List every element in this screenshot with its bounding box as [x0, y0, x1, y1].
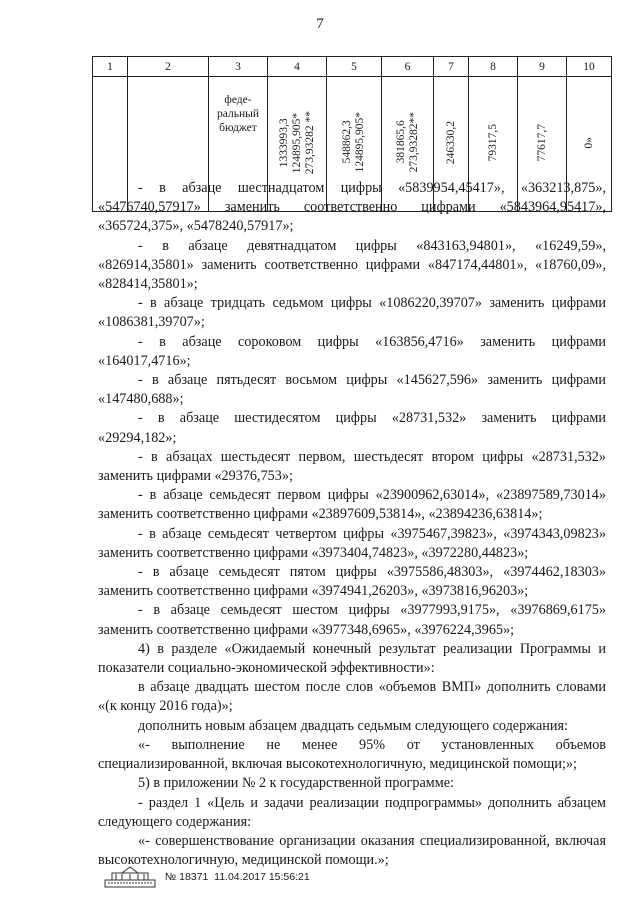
table-header-cell: 9	[518, 57, 567, 77]
paragraph: - в абзаце сороковом цифры «163856,4716» заменить цифрами «164017,4716»;	[98, 333, 606, 369]
table-header-cell: 3	[209, 57, 268, 77]
table-header-row	[93, 57, 612, 77]
paragraph: - раздел 1 «Цель и задачи реализации подпрограммы» дополнить абзацем следующего содержания:	[98, 794, 606, 830]
paragraph: - в абзаце девятнадцатом цифры «843163,94801», «16249,59», «826914,35801» заменить соответственно цифрами «847174,44801», «18760,09», «828414,35801»;	[98, 237, 606, 293]
table-header-cell: 7	[434, 57, 469, 77]
cell-value: 79317,5	[486, 123, 499, 162]
registration-number: № 18371 11.04.2017 15:56:21	[164, 870, 310, 883]
table-header-cell: 4	[268, 57, 327, 77]
document-body	[98, 179, 606, 870]
paragraph: - в абзаце семьдесят пятом цифры «3975586,48303», «3974462,18303» заменить соответственно цифрами «3974941,26203», «3973816,96203»;	[98, 564, 606, 600]
cell-value: 246330,2	[444, 120, 457, 165]
table-header-cell: 2	[128, 57, 209, 77]
building-stamp-icon	[104, 871, 159, 883]
paragraph: - в абзаце тридцать седьмом цифры «1086220,39707» заменить цифрами «1086381,39707»;	[98, 295, 606, 331]
paragraph: 5) в приложении № 2 к государственной программе:	[138, 775, 454, 792]
table-header-cell: 5	[327, 57, 382, 77]
cell-value: 548862,3 124895,905*	[341, 112, 366, 173]
table-header-cell: 10	[567, 57, 612, 77]
paragraph: - в абзаце семьдесят шестом цифры «3977993,9175», «3976869,6175» заменить соответственно цифрами «3977348,6965», «3976224,3965»;	[98, 602, 606, 638]
cell-value: 381865,6 273,93282**	[394, 112, 420, 173]
cell-value: 1333993,3 124895,905* 273,93282 **	[277, 110, 316, 175]
paragraph: - в абзаце семьдесят четвертом цифры «3975467,39823», «3974343,09823» заменить соответственно цифрами «3973404,74823», «3972280,44823»;	[98, 525, 606, 561]
table-header-cell: 1	[93, 57, 128, 77]
table-header-cell: 6	[382, 57, 434, 77]
cell-value: 0»	[582, 136, 595, 149]
paragraph: дополнить новым абзацем двадцать седьмым следующего содержания:	[138, 717, 568, 734]
paragraph: в абзаце двадцать шестом после слов «объемов ВМП» дополнить словами «(к концу 2016 года)»;	[98, 679, 606, 715]
cell-value: 77617,7	[535, 123, 548, 162]
paragraph: - в абзаце шестнадцатом цифры «5839954,45417», «363213,875», «5476740,57917» заменить соответственно цифрами «5843964,95417», «365724,375», «5478240,57917»;	[98, 180, 606, 235]
row-label-text: феде- ральный бюджет	[217, 94, 259, 134]
paragraph: - в абзаце шестидесятом цифры «28731,532» заменить цифрами «29294,182»;	[98, 410, 606, 446]
page-number: 7	[316, 16, 324, 32]
paragraph: 4) в разделе «Ожидаемый конечный результат реализации Программы и показатели социально-экономической эффективности»:	[98, 640, 606, 677]
document-footer	[104, 866, 310, 888]
paragraph: - в абзацах шестьдесят первом, шестьдесят втором цифры «28731,532» заменить цифрами «29376,753»;	[98, 448, 606, 485]
paragraph: «- выполнение не менее 95% от установленных объемов специализированной, включая высокотехнологичную, медицинской помощи;»;	[98, 736, 606, 773]
paragraph: - в абзаце пятьдесят восьмом цифры «145627,596» заменить цифрами «147480,688»;	[98, 372, 606, 408]
paragraph: «- совершенствование организации оказания специализированной, включая высокотехнологичную, медицинской помощи.»;	[98, 832, 606, 869]
paragraph: - в абзаце семьдесят первом цифры «23900962,63014», «23897589,73014» заменить соответственно цифрами «23897609,53814», «23894236,63814»;	[98, 487, 606, 523]
table-header-cell: 8	[469, 57, 518, 77]
